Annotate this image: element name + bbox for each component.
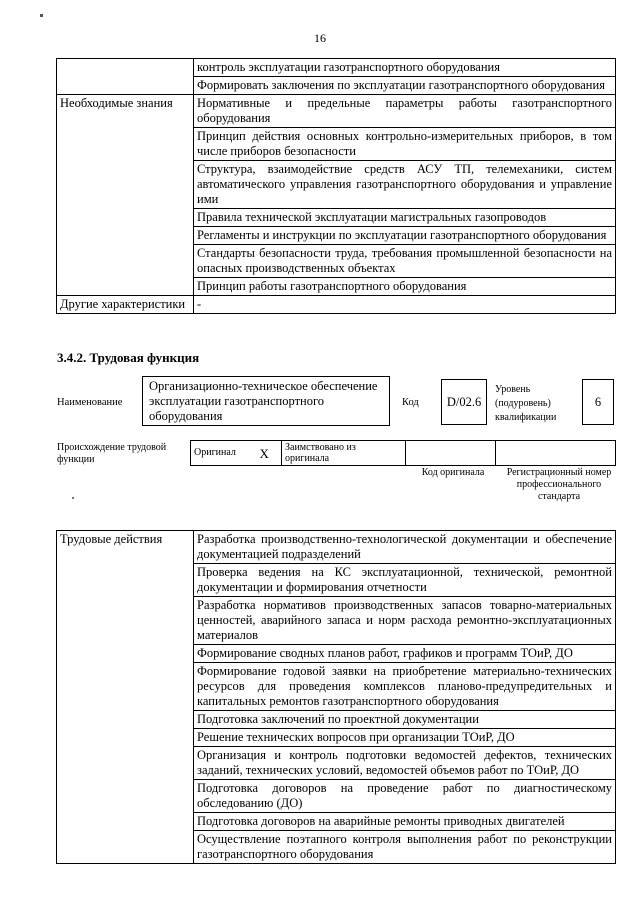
row-label [57, 59, 194, 95]
level-box [582, 379, 614, 425]
list-item: Структура, взаимодействие средств АСУ ТП, телемеханики, систем автоматического управления газотранспортного оборудования и управление ими [194, 161, 616, 209]
list-item: Регламенты и инструкции по эксплуатации газотранспортного оборудования [194, 227, 616, 245]
list-item: Осуществление поэтапного контроля выполнения работ по реконструкции газотранспортного оборудования [194, 831, 616, 864]
code-box [441, 379, 487, 425]
list-item: Нормативные и предельные параметры работы газотранспортного оборудования [194, 95, 616, 128]
list-item: Организация и контроль подготовки ведомостей дефектов, технических заданий, технических условий, ведомостей объемов работ по ТОиР, ДО [194, 747, 616, 780]
list-item: Стандарты безопасности труда, требования промышленной безопасности на опасных производственных объектах [194, 245, 616, 278]
code-original-cell [406, 441, 496, 466]
labor-actions-table [56, 530, 616, 864]
original-mark: X [248, 441, 282, 466]
table-row [57, 95, 616, 128]
reg-number-label: Регистрационный номер профессионального стандарта [506, 467, 612, 502]
name-label: Наименование [57, 397, 123, 408]
knowledge-table [56, 58, 616, 314]
scan-dot [72, 497, 74, 499]
code-label: Код [402, 397, 419, 408]
code-value: D/02.6 [446, 394, 482, 409]
table-row [57, 296, 616, 314]
list-item: Подготовка договоров на проведение работ по диагностическому обследованию (ДО) [194, 780, 616, 813]
list-item: Проверка ведения на КС эксплуатационной, технической, ремонтной документации и формирования отчетности [194, 564, 616, 597]
list-item: Решение технических вопросов при организации ТОиР, ДО [194, 729, 616, 747]
function-name-box [142, 376, 390, 426]
original-label: Оригинал [191, 441, 248, 466]
row-label-actions: Трудовые действия [57, 531, 194, 864]
level-label: Уровень (подуровень) квалификации [495, 384, 557, 423]
list-item: Разработка нормативов производственных запасов товарно-материальных ценностей, аварийного запаса и норм расхода ремонтно-эксплуатационных материалов [194, 597, 616, 645]
scan-dot [40, 14, 43, 17]
list-item: Подготовка договоров на аварийные ремонты приводных двигателей [194, 813, 616, 831]
list-item: Подготовка заключений по проектной документации [194, 711, 616, 729]
origin-label: Происхождение трудовой функции [57, 442, 167, 465]
list-item: Принцип действия основных контрольно-измерительных приборов, в том числе приборов безопасности [194, 128, 616, 161]
code-original-label: Код оригинала [421, 467, 485, 478]
list-item: Формирование годовой заявки на приобретение материально-технических ресурсов для проведения комплексов планово-предупредительных и капитальных ремонтов газотранспортного оборудования [194, 663, 616, 711]
level-value: 6 [594, 394, 602, 409]
list-item: Разработка производственно-технологической документации и обеспечение документацией подразделений [194, 531, 616, 564]
reg-number-cell [496, 441, 616, 466]
table-row [191, 441, 616, 466]
borrowed-label: Заимствовано из оригинала [282, 441, 406, 466]
row-label-knowledge: Необходимые знания [57, 95, 194, 296]
row-label-other: Другие характеристики [57, 296, 194, 314]
list-item: Правила технической эксплуатации магистральных газопроводов [194, 209, 616, 227]
function-name-value: Организационно-техническое обеспечение эксплуатации газотранспортного оборудования [149, 379, 378, 423]
table-row [57, 531, 616, 564]
page-number: 16 [314, 31, 326, 45]
table-row [57, 59, 616, 77]
list-item: Принцип работы газотранспортного оборудования [194, 278, 616, 296]
list-item: контроль эксплуатации газотранспортного оборудования [194, 59, 616, 77]
list-item: - [194, 296, 616, 314]
section-heading: 3.4.2. Трудовая функция [57, 350, 200, 365]
list-item: Формирование сводных планов работ, графиков и программ ТОиР, ДО [194, 645, 616, 663]
list-item: Формировать заключения по эксплуатации газотранспортного оборудования [194, 77, 616, 95]
origin-table [190, 440, 616, 466]
